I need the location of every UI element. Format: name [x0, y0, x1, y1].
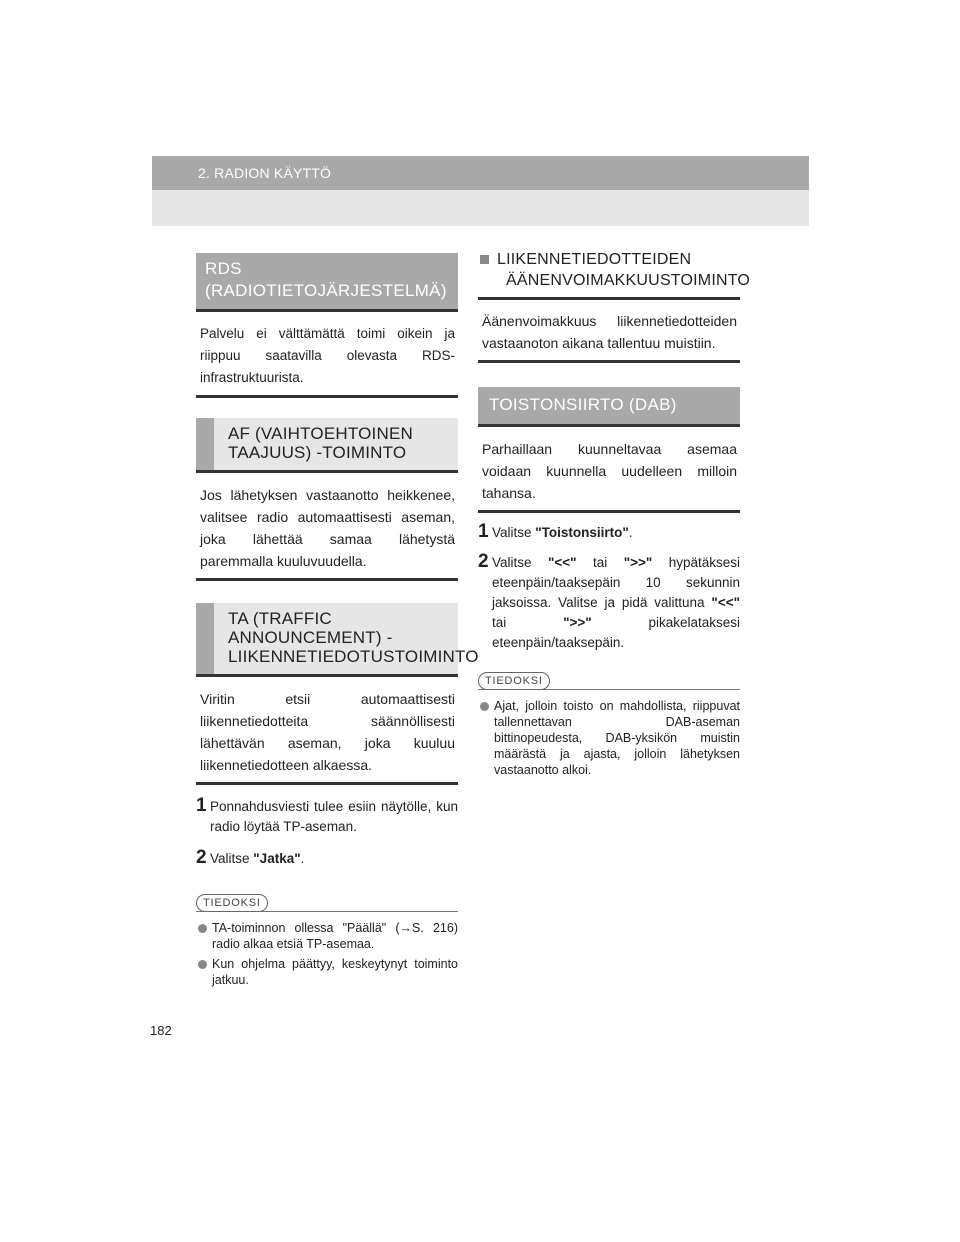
heading-marker	[196, 418, 214, 470]
note-item: TA-toiminnon ollessa "Päällä" (→S. 216) radio alkaa etsiä TP-asemaa.	[196, 920, 458, 952]
note-box	[478, 671, 740, 778]
step-1	[196, 797, 458, 837]
step-number: 1	[478, 521, 489, 542]
note-label: TIEDOKSI	[196, 894, 268, 912]
step-text: Ponnahdusviesti tulee esiin näytölle, kun radio löytää TP-aseman.	[210, 799, 458, 834]
rewind-label: "<<"	[547, 555, 577, 570]
forward-label: ">>"	[563, 615, 592, 630]
jatka-label: "Jatka"	[253, 851, 301, 866]
toistonsiirto-label: "Toistonsiirto"	[535, 525, 629, 540]
timeshift-heading: TOISTONSIIRTO (DAB)	[478, 387, 740, 427]
right-column	[478, 249, 751, 778]
bullet-icon	[480, 702, 489, 711]
chapter-title: 2. RADION KÄYTTÖ	[198, 165, 332, 181]
header-subbar	[152, 190, 809, 226]
af-text: Jos lähetyksen vastaanotto heikkenee, valitsee radio automaattisesti aseman, joka lähettää samaa lähetystä paremmalla kuuluvuudella.	[196, 473, 458, 581]
volume-subheading: LIIKENNETIEDOTTEIDEN ÄÄNENVOIMAKKUUSTOIMINTO	[478, 249, 740, 291]
note-box	[196, 893, 458, 988]
volume-text: Äänenvoimakkuus liikennetiedotteiden vastaanoton aikana tallentuu muistiin.	[478, 297, 740, 363]
rds-heading: RDS (RADIOTIETOJÄRJESTELMÄ)	[196, 253, 458, 312]
rewind-label: "<<"	[711, 595, 740, 610]
step-number: 2	[196, 847, 207, 868]
page-number: 182	[150, 1023, 172, 1038]
note-item: Ajat, jolloin toisto on mahdollista, riippuvat tallennettavan DAB-aseman bittinopeudesta, DAB-yksikön muistin määrästä ja ajasta, jolloin lähetyksen vastaanotto alkoi.	[478, 698, 740, 778]
bullet-icon	[198, 924, 207, 933]
af-heading: AF (VAIHTOEHTOINEN TAAJUUS) -TOIMINTO	[196, 418, 458, 473]
step-2: 2 Valitse "<<" tai ">>" hypätäksesi eteenpäin/taaksepäin 10 sekunnin jaksoissa. Valitse ja pidä valittuna "<<" tai ">>" pikakelataksesi eteenpäin/taaksepäin.	[478, 553, 740, 653]
left-column	[196, 253, 479, 988]
heading-marker	[196, 603, 214, 674]
step-1: 1 Valitse "Toistonsiirto".	[478, 521, 633, 542]
square-bullet-icon	[480, 255, 489, 264]
bullet-icon	[198, 960, 207, 969]
step-number: 1	[196, 795, 207, 816]
timeshift-text: Parhaillaan kuunneltavaa asemaa voidaan kuunnella uudelleen milloin tahansa.	[478, 427, 740, 513]
step-2: 2 Valitse "Jatka".	[196, 847, 305, 868]
rds-text: Palvelu ei välttämättä toimi oikein ja riippuu saatavilla olevasta RDS-infrastruktuurista.	[196, 312, 458, 398]
note-label: TIEDOKSI	[478, 672, 550, 690]
ta-text: Viritin etsii automaattisesti liikennetiedotteita säännöllisesti lähettävän aseman, joka kuuluu liikennetiedotteen alkaessa.	[196, 677, 458, 785]
forward-label: ">>"	[623, 555, 653, 570]
note-item: Kun ohjelma päättyy, keskeytynyt toiminto jatkuu.	[196, 956, 458, 988]
ta-heading: TA (TRAFFIC ANNOUNCEMENT) - LIIKENNETIEDOTUSTOIMINTO	[196, 603, 458, 677]
step-number: 2	[478, 551, 489, 572]
